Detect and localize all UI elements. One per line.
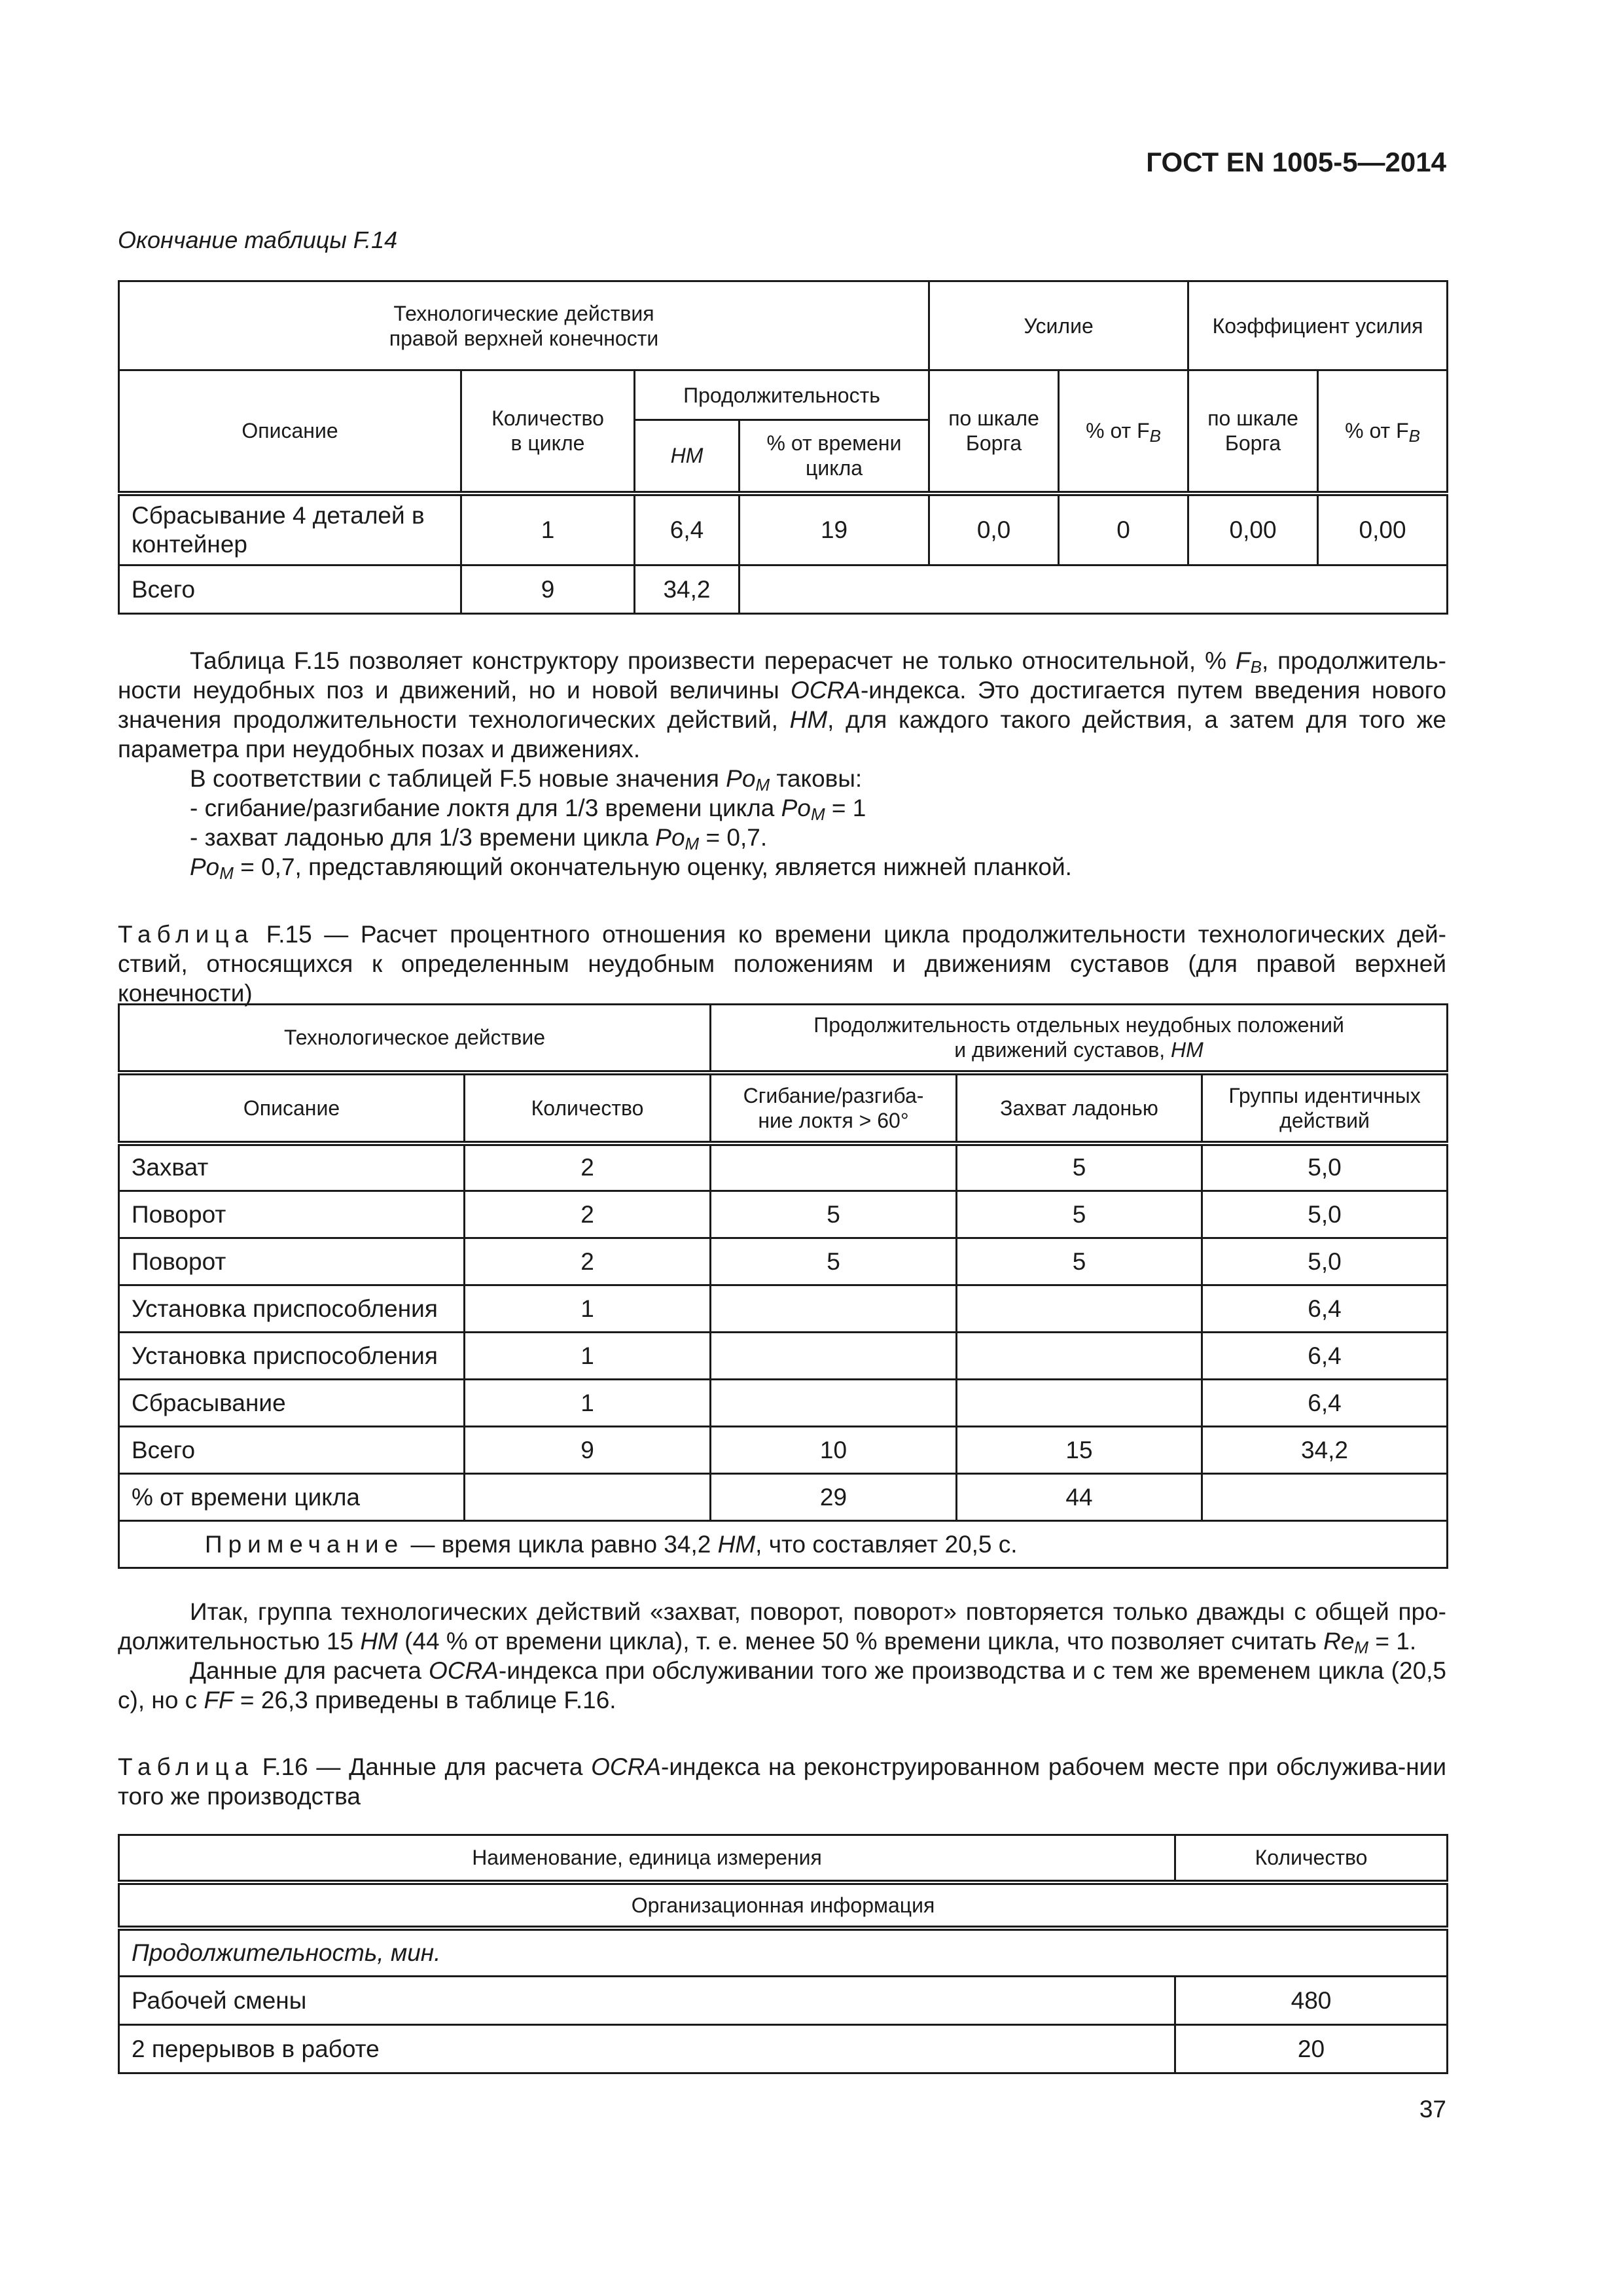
cell-hm: 6,4: [635, 493, 740, 565]
paragraph: Таблица F.15 позволяет конструктору произвести перерасчет не только относительной, % $F_B$, продолжитель-ности неудобных поз и движений, но и новой величины OCRA-индекса. Это достигается путем введения нового значения продолжительности технологических действий, HM, для каждого такого действия, а затем для того же параметра при неудобных позах и движениях.: [118, 647, 1446, 762]
cell-elbow: 5: [711, 1238, 957, 1285]
header-coef-pct-fb: % от $F_B$: [1318, 370, 1448, 493]
cell-elbow: 5: [711, 1191, 957, 1238]
header-borg: по шкале Борга: [929, 370, 1059, 493]
table-row: [119, 1380, 1448, 1427]
header-count: Количество в цикле: [461, 370, 635, 493]
cell-elbow: [711, 1333, 957, 1380]
table-row: [119, 1977, 1448, 2025]
cell-name: Рабочей смены: [119, 1977, 1175, 2025]
cell-palm: 5: [957, 1191, 1202, 1238]
cell-desc: Сбрасывание: [119, 1380, 465, 1427]
subsection-duration: Продолжительность, мин.: [119, 1928, 1448, 1977]
header-quantity: Количество: [1175, 1835, 1448, 1882]
cell-elbow: [711, 1285, 957, 1333]
cell-groups: 6,4: [1202, 1333, 1448, 1380]
cell-palm: [957, 1333, 1202, 1380]
cell-palm: 15: [957, 1427, 1202, 1474]
cell-elbow: [711, 1143, 957, 1191]
table-row-percent: [119, 1474, 1448, 1521]
header-elbow: Сгибание/разгиба- ние локтя > 60°: [711, 1073, 957, 1143]
cell-count: 1: [465, 1285, 711, 1333]
cell-palm: [957, 1285, 1202, 1333]
cell-total-count: 9: [461, 565, 635, 614]
cell-elbow: 10: [711, 1427, 957, 1474]
cell-desc: Поворот: [119, 1191, 465, 1238]
cell-palm: 44: [957, 1474, 1202, 1521]
cell-groups: 5,0: [1202, 1238, 1448, 1285]
table-f16-caption: Таблица F.16 — Данные для расчета OCRA-индекса на реконструированном рабочем месте при обслужива-нии того же производства: [118, 1753, 1446, 1810]
cell-qty: 20: [1175, 2025, 1448, 2073]
cell-groups: [1202, 1474, 1448, 1521]
cell-count: 1: [461, 493, 635, 565]
cell-count: 1: [465, 1380, 711, 1427]
table-row: [119, 1333, 1448, 1380]
cell-elbow: 29: [711, 1474, 957, 1521]
cell-groups: 6,4: [1202, 1380, 1448, 1427]
table-note-row: [119, 1521, 1448, 1568]
table-f15-caption: Таблица F.15 — Расчет процентного отношения ко времени цикла продолжительности технологических дей-ствий, относящихся к определенным неудобным положениям и движениям суставов (для правой верхней конечности): [118, 921, 1446, 1007]
cell-total-hm: 34,2: [635, 565, 740, 614]
cell-desc: Поворот: [119, 1238, 465, 1285]
cell-count: 2: [465, 1143, 711, 1191]
cell-count: 1: [465, 1333, 711, 1380]
cell-groups: 5,0: [1202, 1191, 1448, 1238]
text-block-2: [118, 1597, 1446, 1715]
header-description: Описание: [119, 370, 461, 493]
table-row: [119, 1191, 1448, 1238]
cell-desc: % от времени цикла: [119, 1474, 465, 1521]
cell-groups: 6,4: [1202, 1285, 1448, 1333]
table-row: [119, 1285, 1448, 1333]
document-code: ГОСТ EN 1005-5—2014: [1146, 147, 1446, 177]
header-action: Технологическое действие: [119, 1005, 711, 1073]
header-coef-borg: по шкале Борга: [1188, 370, 1318, 493]
header-duration: Продолжительность: [635, 370, 929, 420]
cell-desc: Сбрасывание 4 деталей в контейнер: [119, 493, 461, 565]
header-description: Описание: [119, 1073, 465, 1143]
table-note: Примечание — время цикла равно 34,2 HM, что составляет 20,5 с.: [119, 1521, 1448, 1568]
cell-coef-borg: 0,00: [1188, 493, 1318, 565]
cell-desc: Установка приспособления: [119, 1285, 465, 1333]
cell-desc: Всего: [119, 1427, 465, 1474]
cell-groups: 34,2: [1202, 1427, 1448, 1474]
table-row: [119, 2025, 1448, 2073]
cell-count: 2: [465, 1191, 711, 1238]
header-count: Количество: [465, 1073, 711, 1143]
cell-desc: Захват: [119, 1143, 465, 1191]
cell-count: 2: [465, 1238, 711, 1285]
list-item: - захват ладонью для 1/3 времени цикла $Po_M = 0,7$.: [190, 824, 768, 853]
paragraph: $Po_M = 0,7$, представляющий окончательную оценку, является нижней планкой.: [190, 853, 1072, 883]
cell-groups: 5,0: [1202, 1143, 1448, 1191]
page-number: 37: [1419, 2096, 1446, 2123]
cell-palm: 5: [957, 1238, 1202, 1285]
cell-count: [465, 1474, 711, 1521]
table-f15: [118, 1003, 1448, 1569]
header-force: Усилие: [929, 281, 1188, 370]
cell-pct-fb: 0: [1059, 493, 1188, 565]
table-f14: [118, 280, 1448, 615]
paragraph: Итак, группа технологических действий «захват, поворот, поворот» повторяется только дважды с общей про-должительностью 15 HM (44 % от времени цикла), т. е. менее 50 % времени цикла, что позволяет считать $Re_M = 1$.: [118, 1598, 1446, 1657]
header-name: Наименование, единица измерения: [119, 1835, 1175, 1882]
header-duration: Продолжительность отдельных неудобных положений и движений суставов, HM: [711, 1005, 1448, 1073]
cell-count: 9: [465, 1427, 711, 1474]
table-row: [119, 493, 1448, 565]
text-block-1: [118, 646, 1446, 882]
cell-palm: [957, 1380, 1202, 1427]
header-actions: Технологические действия правой верхней конечности: [119, 281, 929, 370]
cell-total-label: Всего: [119, 565, 461, 614]
table-row-total: [119, 1427, 1448, 1474]
table-row-total: [119, 565, 1448, 614]
header-pct-fb: % от $F_B$: [1059, 370, 1188, 493]
cell-empty: [740, 565, 1448, 614]
section-organizational: Организационная информация: [119, 1882, 1448, 1928]
header-palm: Захват ладонью: [957, 1073, 1202, 1143]
header-groups: Группы идентичных действий: [1202, 1073, 1448, 1143]
cell-pct: 19: [740, 493, 929, 565]
cell-elbow: [711, 1380, 957, 1427]
header-hm: HM: [635, 420, 740, 493]
paragraph: Данные для расчета OCRA-индекса при обслуживании того же производства и с тем же временем цикла (20,5 с), но с FF = 26,3 приведены в таблице F.16.: [118, 1657, 1447, 1713]
header-pct-cycle: % от времени цикла: [740, 420, 929, 493]
list-item: - сгибание/разгибание локтя для 1/3 времени цикла $Po_M = 1$: [190, 795, 866, 824]
header-coefficient: Коэффициент усилия: [1188, 281, 1448, 370]
table-row: [119, 1143, 1448, 1191]
cell-desc: Установка приспособления: [119, 1333, 465, 1380]
table-f14-caption: Окончание таблицы F.14: [118, 226, 398, 253]
cell-qty: 480: [1175, 1977, 1448, 2025]
table-row: [119, 1238, 1448, 1285]
table-f16: [118, 1834, 1448, 2074]
paragraph: В соответствии с таблицей F.5 новые значения $Po_M$ таковы:: [190, 765, 863, 795]
cell-coef-pct-fb: 0,00: [1318, 493, 1448, 565]
cell-borg: 0,0: [929, 493, 1059, 565]
cell-name: 2 перерывов в работе: [119, 2025, 1175, 2073]
cell-palm: 5: [957, 1143, 1202, 1191]
